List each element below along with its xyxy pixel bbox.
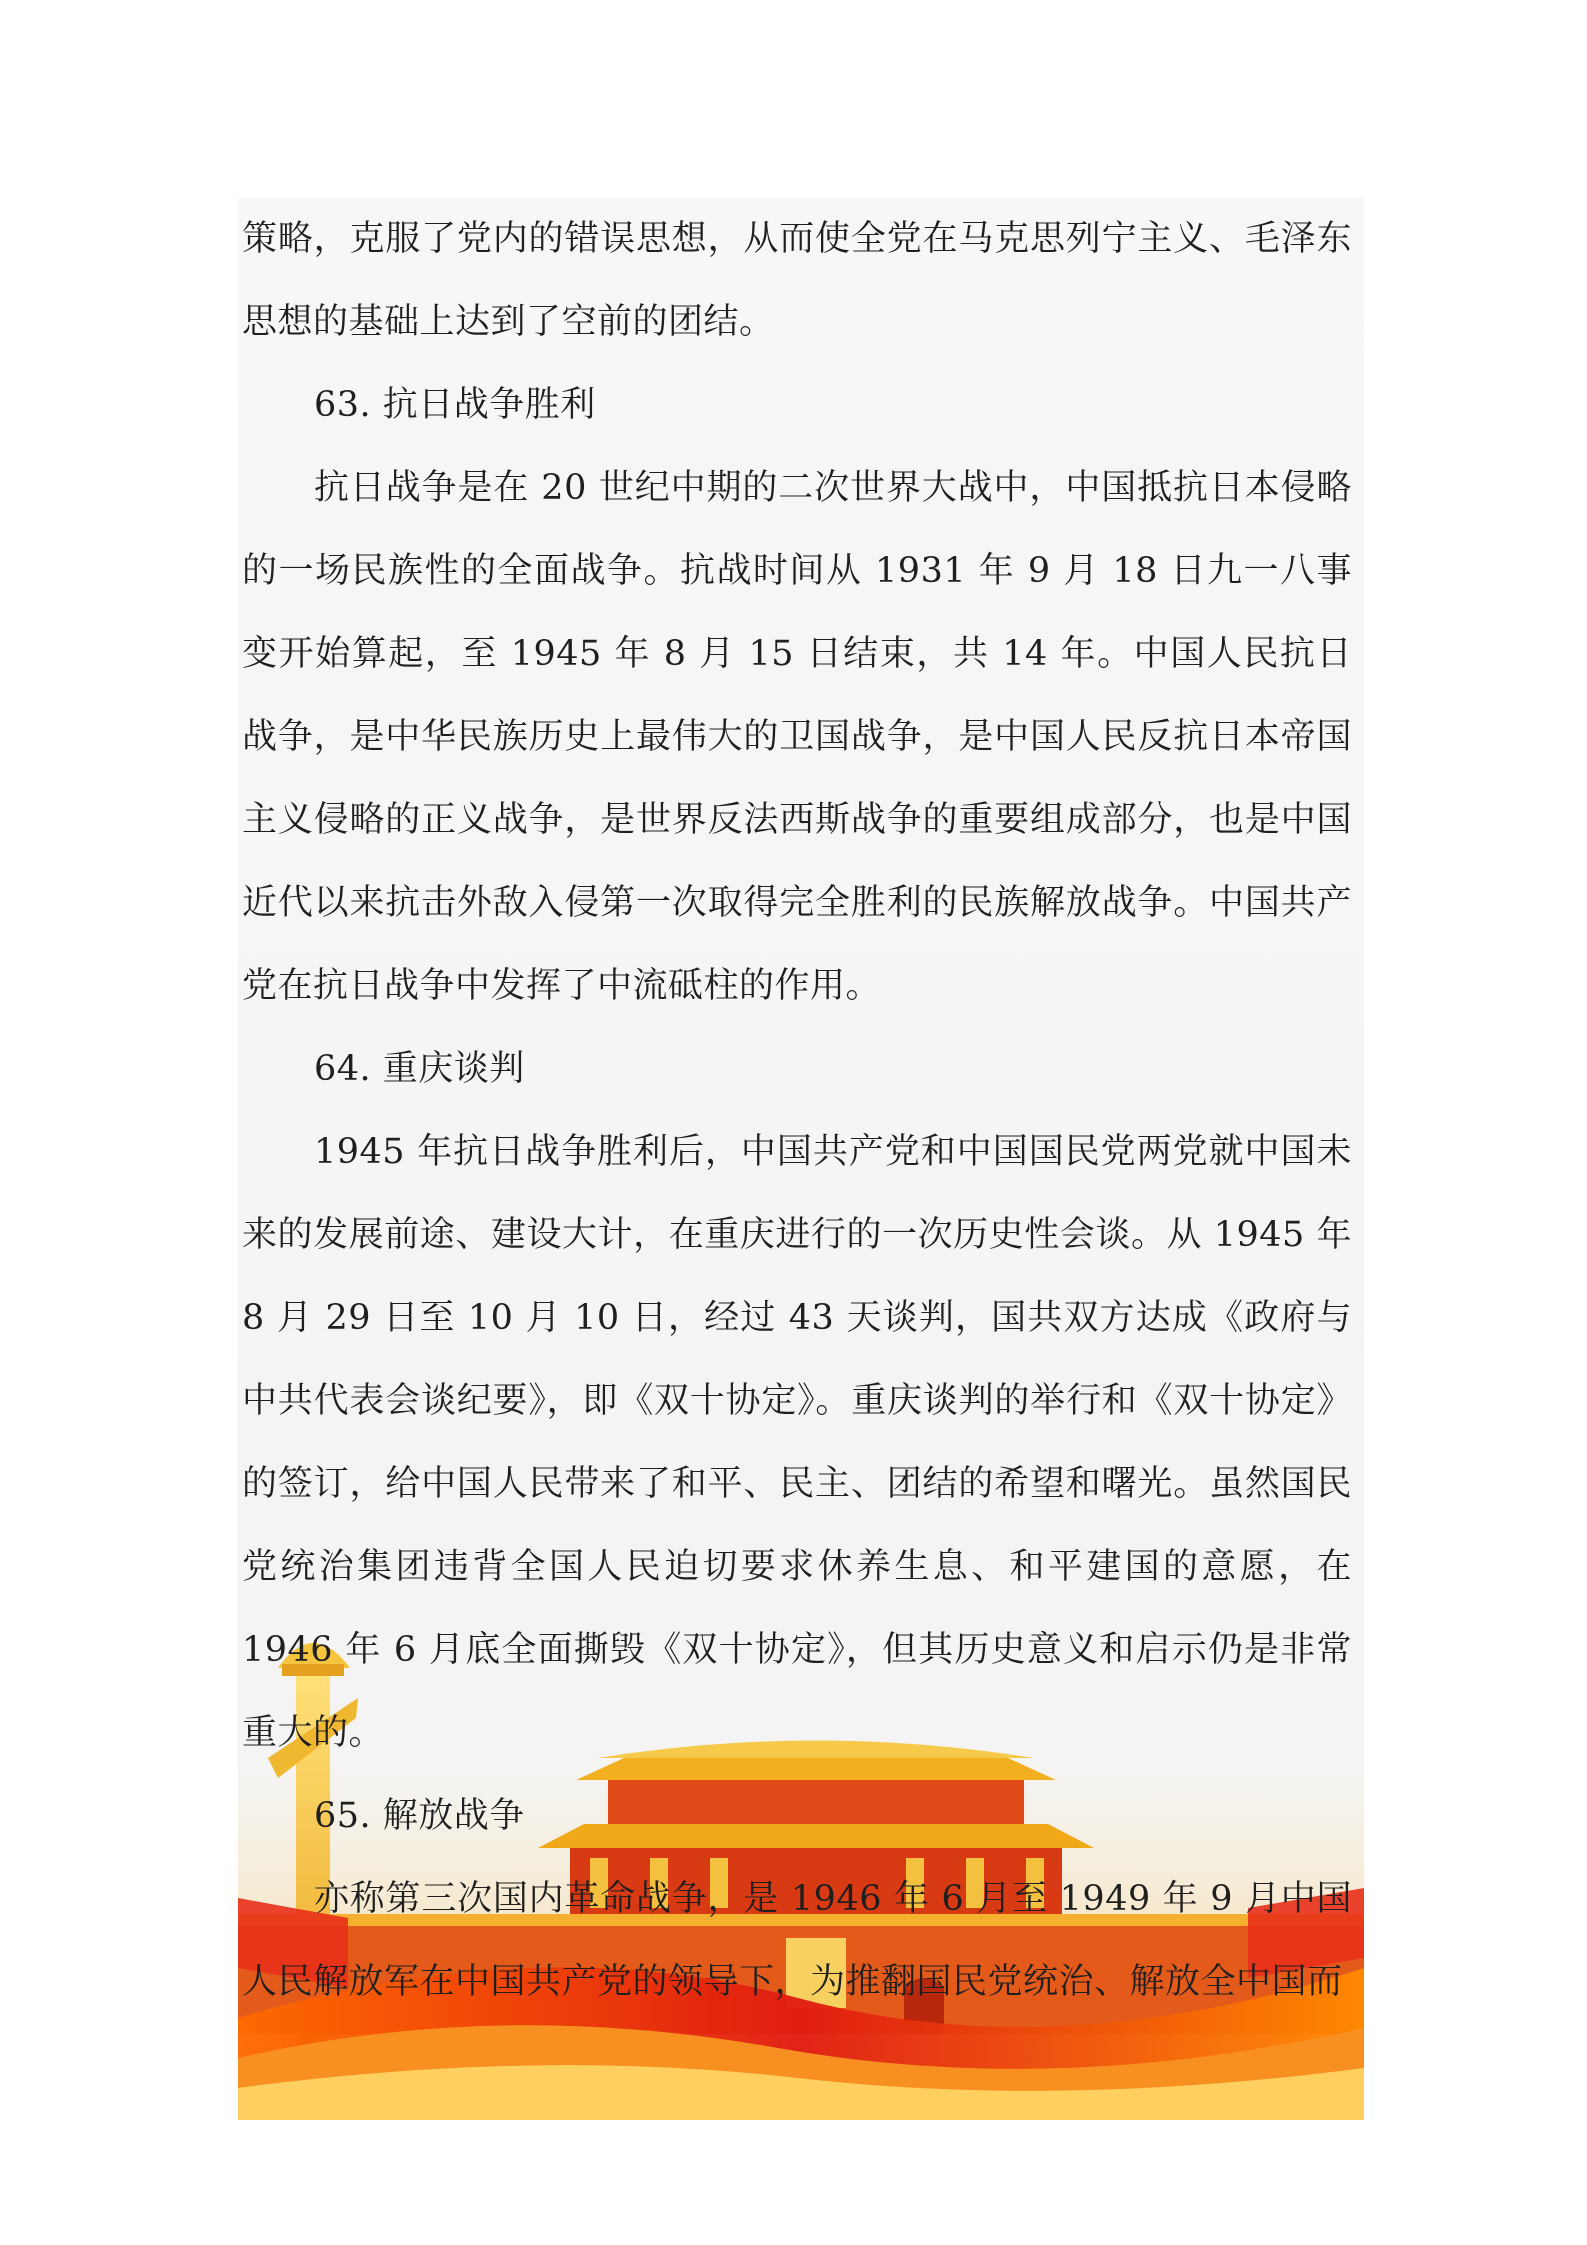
paragraph-liberation-war: 亦称第三次国内革命战争，是 1946 年 6 月至 1949 年 9 月中国人民解放军在中国共产党的领导下，为推翻国民党统治、解放全中国而: [242, 1879, 1352, 2002]
paragraph-chongqing-negotiation: 1945 年抗日战争胜利后，中国共产党和中国国民党两党就中国未来的发展前途、建设大计，在重庆进行的一次历史性会谈。从 1945 年 8 月 29 日至 10 月 10 日，经过 43 天谈判，国共双方达成《政府与中共代表会谈纪要》，即《双十协定》。重庆谈判的举行和《双十协定》的签订，给中国人民带来了和平、民主、团结的希望和曙光。虽然国民党统治集团违背全国人民迫切要求休养生息、和平建国的意愿，在 1946 年 6 月底全面撕毁《双十协定》，但其历史意义和启示仍是非常重大的。: [242, 1132, 1352, 1753]
section-heading-64: 64. 重庆谈判: [314, 1049, 525, 1089]
section-heading-63: 63. 抗日战争胜利: [314, 385, 596, 425]
paragraph-continued: 策略，克服了党内的错误思想，从而使全党在马克思列宁主义、毛泽东思想的基础上达到了空前的团结。: [242, 219, 1352, 342]
document-text: [242, 198, 1352, 2024]
paragraph-anti-japanese-war: 抗日战争是在 20 世纪中期的二次世界大战中，中国抵抗日本侵略的一场民族性的全面战争。抗战时间从 1931 年 9 月 18 日九一八事变开始算起，至 1945 年 8 月 15 日结束，共 14 年。中国人民抗日战争，是中华民族历史上最伟大的卫国战争，是中国人民反抗日本帝国主义侵略的正义战争，是世界反法西斯战争的重要组成部分，也是中国近代以来抗击外敌入侵第一次取得完全胜利的民族解放战争。中国共产党在抗日战争中发挥了中流砥柱的作用。: [242, 468, 1352, 1006]
section-heading-65: 65. 解放战争: [314, 1796, 525, 1836]
